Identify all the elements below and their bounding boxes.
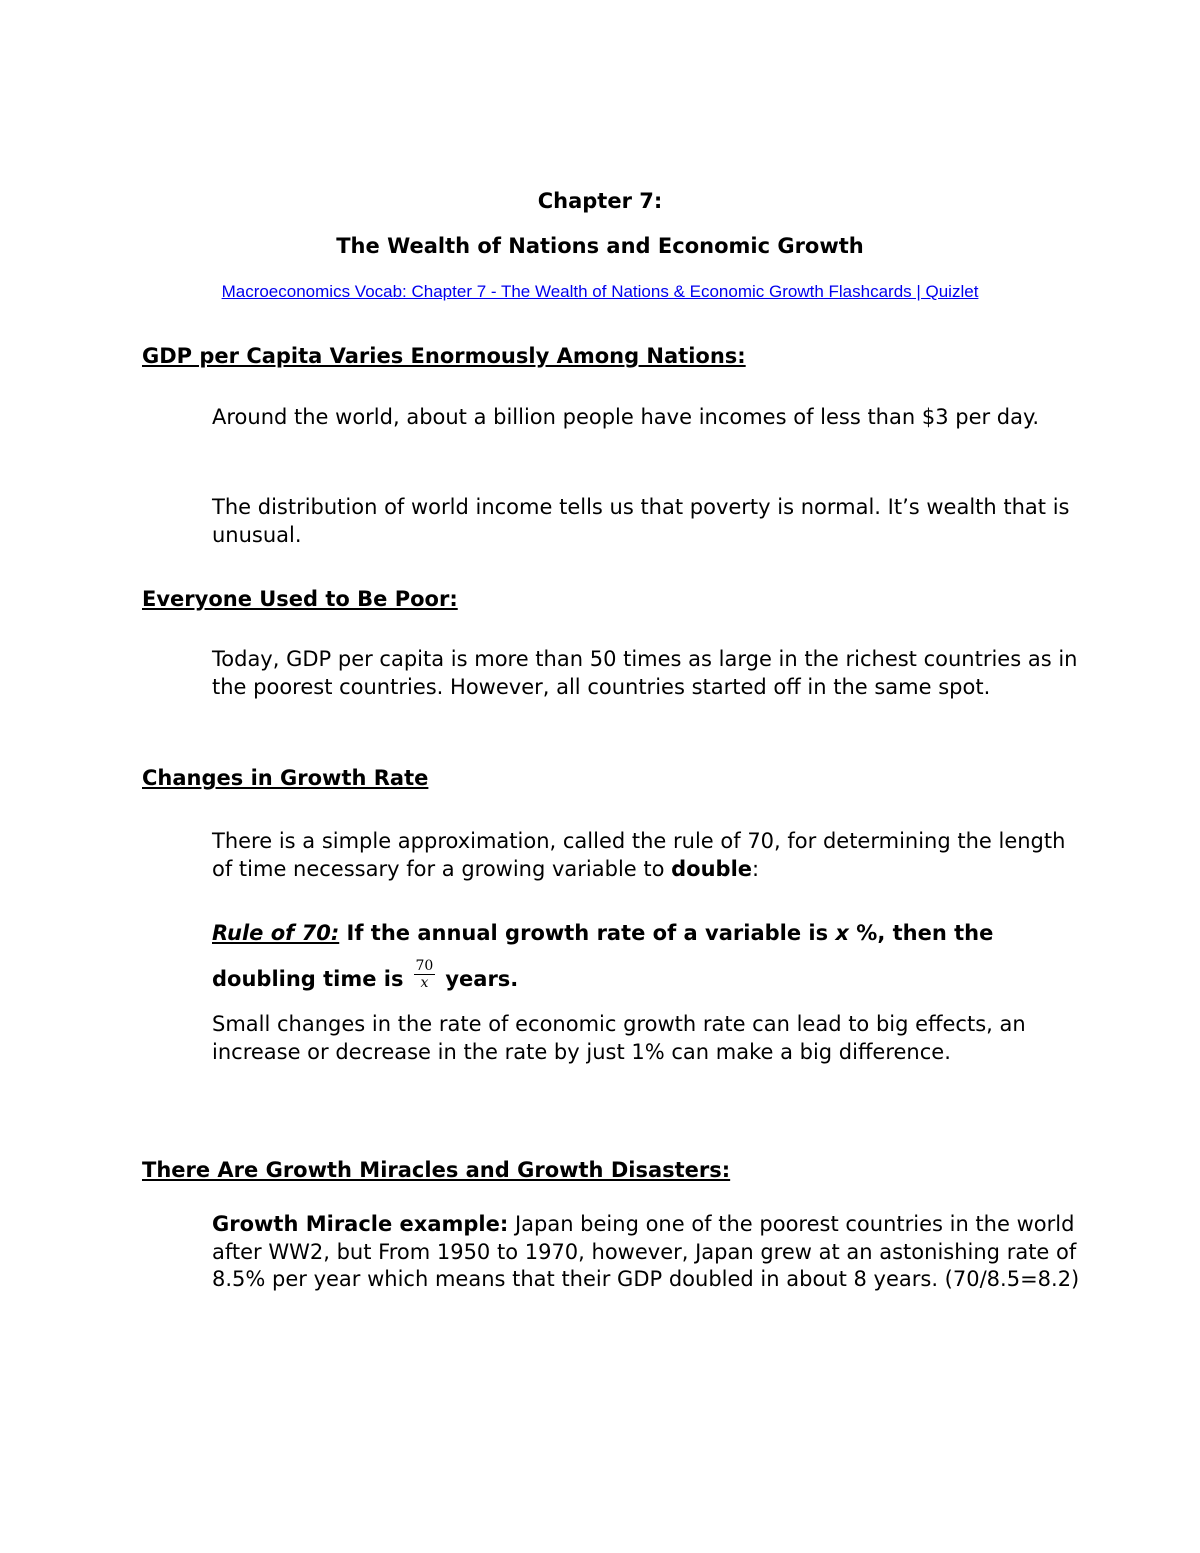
paragraph-gdp-richest: Today, GDP per capita is more than 50 times as large in the richest countries as in the poorest countries. However, all countries started off in the same spot. (212, 647, 1078, 699)
heading-everyone-poor: Everyone Used to Be Poor: (142, 587, 458, 611)
rule-text-part3: years. (445, 967, 519, 991)
fraction-numerator: 70 (415, 957, 434, 974)
document-title: The Wealth of Nations and Economic Growth (336, 234, 864, 258)
rule-intro-colon: : (752, 856, 760, 881)
growth-miracle-text: Japan being one of the poorest countries in the world after WW2, but From 1950 to 1970, however, Japan grew at an astonishing rate of 8.5% per year which means that their GDP doubled in about 8 years. (70/8.5=8.2) (212, 1212, 1080, 1291)
growth-miracle-label: Growth Miracle example: (212, 1212, 509, 1236)
link-line (0, 281, 1200, 303)
paragraph-japan-example (212, 1211, 1082, 1294)
paragraph-small-changes: Small changes in the rate of economic growth rate can lead to big effects, an increase or decrease in the rate by just 1% can make a big difference. (212, 1012, 1026, 1064)
paragraph-world-income: The distribution of world income tells us that poverty is normal. It’s wealth that is unusual. (212, 495, 1070, 547)
double-word: double (671, 856, 753, 881)
rule-intro-text: There is a simple approximation, called the rule of 70, for determining the length of time necessary for a growing variable to (212, 829, 1066, 881)
rule-of-70-statement (212, 910, 1082, 1002)
chapter-label: Chapter 7: (537, 189, 663, 213)
rule-text-part2: %, then the doubling time is (212, 921, 994, 991)
fraction-denominator: x (420, 974, 429, 991)
heading-gdp-per-capita: GDP per Capita Varies Enormously Among Nations: (142, 344, 746, 368)
heading-growth-miracles: There Are Growth Miracles and Growth Disasters: (142, 1158, 731, 1182)
fraction-70-over-x (414, 958, 436, 991)
heading-growth-rate: Changes in Growth Rate (142, 766, 429, 790)
paragraph-billion-people: Around the world, about a billion people have incomes of less than $3 per day. (212, 405, 1040, 429)
quizlet-link[interactable]: Macroeconomics Vocab: Chapter 7 - The Wealth of Nations & Economic Growth Flashcards | Quizlet (221, 282, 979, 301)
rule-variable-x: x (835, 921, 849, 945)
rule-of-70-label: Rule of 70: (212, 921, 340, 945)
paragraph-rule-intro (212, 828, 1082, 883)
rule-text-part1: If the annual growth rate of a variable is (339, 921, 836, 945)
